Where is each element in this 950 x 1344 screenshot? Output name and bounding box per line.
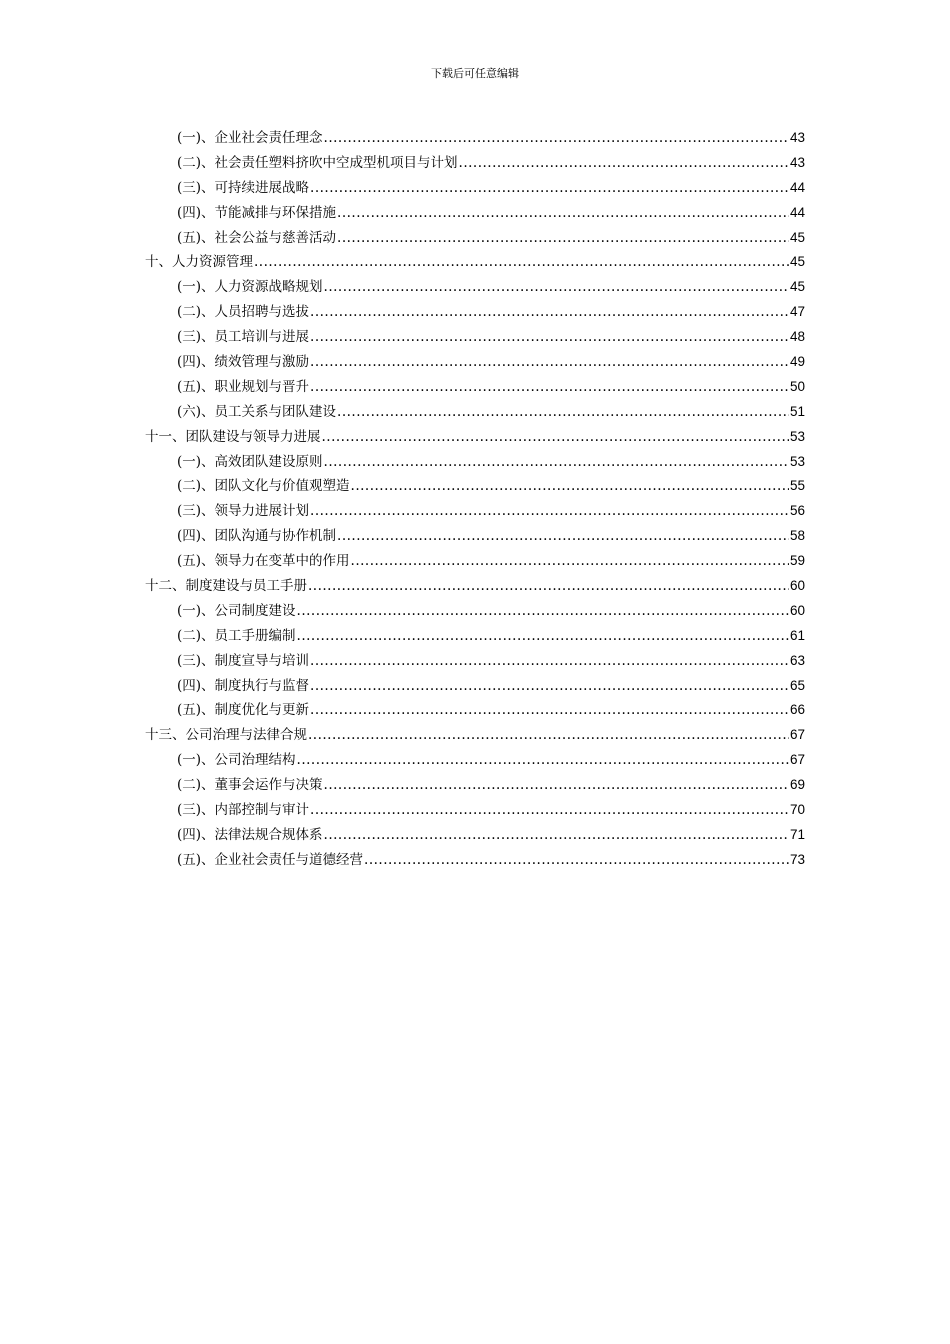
toc-entry[interactable] [145,126,805,151]
toc-entry-title: (三)、员工培训与进展 [177,329,310,346]
toc-entry[interactable] [145,151,805,176]
toc-entry[interactable] [145,798,805,823]
toc-entry-page-number: 61 [789,627,805,643]
toc-entry-title: (二)、员工手册编制 [177,627,296,644]
toc-dot-leader [459,151,789,176]
toc-entry-title: (二)、董事会运作与决策 [177,777,323,794]
toc-dot-leader [310,798,789,823]
toc-entry-page-number: 73 [789,851,805,867]
toc-dot-leader [310,499,789,524]
toc-dot-leader [308,723,789,748]
toc-entry-page-number: 65 [789,677,805,693]
toc-dot-leader [310,325,789,350]
toc-entry-title: (一)、企业社会责任理念 [177,129,323,146]
toc-dot-leader [324,773,789,798]
toc-entry-title: (六)、员工关系与团队建设 [177,403,337,420]
toc-entry-page-number: 47 [789,304,805,320]
toc-entry-title: (二)、社会责任塑料挤吹中空成型机项目与计划 [177,154,458,171]
toc-entry[interactable] [145,674,805,699]
toc-entry[interactable] [145,176,805,201]
toc-entry-title: (一)、人力资源战略规划 [177,279,323,296]
toc-dot-leader [337,524,789,549]
toc-entry-page-number: 58 [789,528,805,544]
toc-entry-title: (四)、团队沟通与协作机制 [177,528,337,545]
toc-entry[interactable] [145,300,805,325]
toc-entry-title: (三)、内部控制与审计 [177,802,310,819]
toc-entry-page-number: 69 [789,777,805,793]
toc-entry-title: (五)、职业规划与晋升 [177,378,310,395]
toc-dot-leader [324,275,789,300]
toc-entry[interactable] [145,649,805,674]
page-header: 下载后可任意编辑 [431,67,519,80]
toc-entry-title: 十二、制度建设与员工手册 [145,578,307,595]
toc-entry-title: (二)、团队文化与价值观塑造 [177,478,350,495]
toc-entry-page-number: 66 [789,702,805,718]
toc-entry-page-number: 44 [789,179,805,195]
toc-dot-leader [337,226,789,251]
toc-dot-leader [310,375,789,400]
toc-dot-leader [297,624,789,649]
toc-entry-title: (五)、制度优化与更新 [177,702,310,719]
toc-dot-leader [297,748,789,773]
toc-dot-leader [351,549,789,574]
toc-entry-page-number: 67 [789,727,805,743]
toc-entry[interactable] [145,723,805,748]
toc-dot-leader [324,450,789,475]
toc-entry-title: (三)、领导力进展计划 [177,503,310,520]
toc-dot-leader [322,425,789,450]
toc-entry[interactable] [145,698,805,723]
toc-dot-leader [310,300,789,325]
toc-entry[interactable] [145,400,805,425]
toc-entry[interactable] [145,524,805,549]
toc-entry[interactable] [145,599,805,624]
toc-dot-leader [310,698,789,723]
toc-dot-leader [254,250,789,275]
toc-entry-page-number: 43 [789,129,805,145]
toc-dot-leader [297,599,789,624]
toc-entry[interactable] [145,624,805,649]
toc-entry-page-number: 55 [789,478,805,494]
toc-entry[interactable] [145,574,805,599]
toc-entry-page-number: 45 [789,279,805,295]
toc-entry-title: 十三、公司治理与法律合规 [145,727,307,744]
toc-entry[interactable] [145,848,805,873]
toc-entry-page-number: 49 [789,354,805,369]
toc-entry[interactable] [145,549,805,574]
toc-entry-title: 十一、团队建设与领导力进展 [145,428,321,445]
toc-entry[interactable] [145,425,805,450]
toc-dot-leader [310,649,789,674]
toc-dot-leader [310,350,789,375]
toc-dot-leader [351,474,789,499]
toc-entry[interactable] [145,350,805,375]
toc-dot-leader [308,574,789,599]
toc-entry-page-number: 59 [789,553,805,569]
toc-entry[interactable] [145,748,805,773]
toc-entry-title: (五)、企业社会责任与道德经营 [177,851,364,868]
toc-entry[interactable] [145,226,805,251]
toc-dot-leader [337,400,789,425]
toc-entry-page-number: 60 [789,602,805,618]
toc-entry-title: (三)、制度宣导与培训 [177,652,310,669]
toc-entry-page-number: 71 [789,826,805,842]
toc-entry[interactable] [145,474,805,499]
toc-entry-title: (四)、节能减排与环保措施 [177,204,337,221]
toc-entry[interactable] [145,773,805,798]
toc-entry-page-number: 45 [789,229,805,245]
toc-entry[interactable] [145,823,805,848]
toc-entry-page-number: 50 [789,378,805,394]
toc-entry[interactable] [145,375,805,400]
toc-entry-title: (四)、制度执行与监督 [177,677,310,694]
toc-entry-title: (四)、法律法规合规体系 [177,826,323,843]
toc-entry-page-number: 51 [789,403,805,419]
toc-entry-page-number: 53 [789,428,805,444]
toc-entry-page-number: 53 [789,453,805,469]
toc-entry-title: (一)、公司制度建设 [177,602,296,619]
toc-entry-title: (二)、人员招聘与选拔 [177,304,310,321]
toc-entry[interactable] [145,201,805,226]
toc-dot-leader [324,823,789,848]
toc-entry-page-number: 48 [789,329,805,345]
toc-dot-leader [310,176,789,201]
toc-entry-page-number: 56 [789,503,805,519]
toc-entry-page-number: 44 [789,204,805,220]
toc-entry[interactable] [145,499,805,524]
toc-dot-leader [364,848,789,873]
toc-entry[interactable] [145,250,805,275]
toc-entry-title: (五)、领导力在变革中的作用 [177,553,350,570]
table-of-contents [145,126,805,873]
toc-entry-page-number: 63 [789,652,805,668]
toc-entry[interactable] [145,275,805,300]
toc-entry-title: (五)、社会公益与慈善活动 [177,229,337,246]
toc-entry-title: (三)、可持续进展战略 [177,179,310,196]
toc-dot-leader [337,201,789,226]
toc-entry-page-number: 67 [789,752,805,768]
toc-entry-title: (一)、公司治理结构 [177,752,296,769]
toc-dot-leader [310,674,789,699]
toc-dot-leader [324,126,789,151]
toc-entry-page-number: 43 [789,154,805,170]
toc-entry[interactable] [145,450,805,475]
toc-entry-page-number: 45 [789,254,805,270]
toc-entry-title: 十、人力资源管理 [145,254,253,271]
toc-entry-page-number: 60 [789,578,805,594]
toc-entry[interactable] [145,325,805,350]
toc-entry-title: (四)、绩效管理与激励 [177,354,310,370]
toc-entry-page-number: 70 [789,802,805,818]
toc-entry-title: (一)、高效团队建设原则 [177,453,323,470]
